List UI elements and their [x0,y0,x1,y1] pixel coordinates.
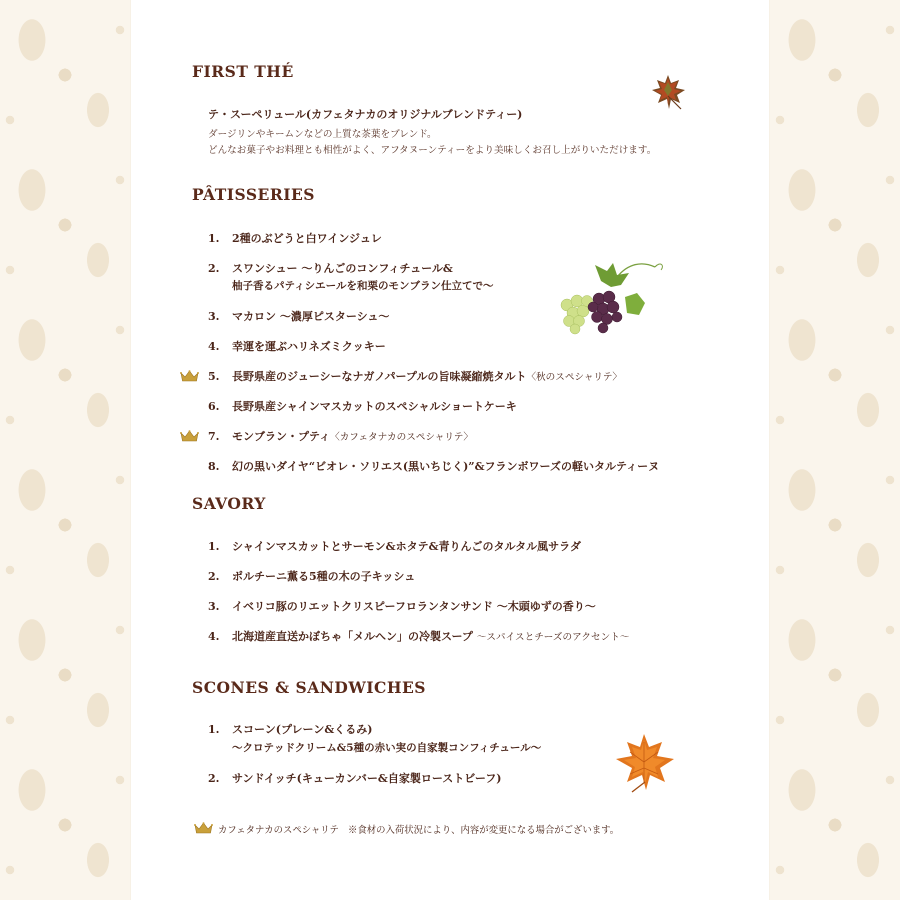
crown-icon [180,430,199,442]
crown-icon [180,370,199,382]
tea-description-line2: どんなお菓子やお料理とも相性がよく、アフタヌーンティーをより美味しくお召し上がりいただけます。 [208,145,657,156]
patisserie-item-6: 6. 長野県産シャインマスカットのスペシャルショートケーキ [208,400,517,413]
section-heading-first-the: FIRST THÉ [192,62,300,81]
patisserie-item-8: 8. 幻の黒いダイヤ“ビオレ・ソリエス(黒いちじく)”&フランボワーズの軽いタルティーヌ [208,460,660,473]
crown-icon [194,822,213,834]
maple-leaf-icon [648,72,688,112]
patisserie-item-4: 4. 幸運を運ぶハリネズミクッキー [208,340,386,353]
patisserie-item-7: 7. モンブラン・プティ〈カフェタナカのスペシャリテ〉 [208,430,473,443]
maple-leaf-icon [610,732,678,794]
footer-notice: ※食材の入荷状況により、内容が変更になる場合がございます。 [348,825,620,836]
damask-pattern-left [0,0,130,900]
patisserie-item-5: 5. 長野県産のジューシーなナガノパープルの旨味凝縮焼タルト〈秋のスペシャリテ〉 [208,370,623,383]
grapes-illustration-icon [555,255,670,340]
savory-item-4: 4. 北海道産直送かぼちゃ「メルヘン」の冷製スープ ～スパイスとチーズのアクセント～ [208,630,630,643]
savory-item-2: 2. ポルチーニ薫る5種の木の子キッシュ [208,570,416,583]
section-heading-patisseries: PÂTISSERIES [192,185,321,204]
patisserie-item-1: 1. 2種のぶどうと白ワインジュレ [208,232,382,245]
section-heading-savory: SAVORY [192,494,272,513]
patisserie-item-2: 2. スワンシュー ～りんごのコンフィチュール& [208,262,453,275]
scones-item-1-line2: ～クロテッドクリーム&5種の赤い実の自家製コンフィチュール～ [232,742,542,754]
patisserie-item-2-line2: 柚子香るパティシエールを和栗のモンブラン仕立てで～ [232,280,494,292]
savory-item-1: 1. シャインマスカットとサーモン&ホタテ&青りんごのタルタル風サラダ [208,540,581,553]
savory-item-3: 3. イベリコ豚のリエットクリスピーフロランタンサンド ～木頭ゆずの香り～ [208,600,596,613]
patisserie-item-3: 3. マカロン ～濃厚ピスターシュ～ [208,310,390,323]
section-heading-scones-sandwiches: SCONES & SANDWICHES [192,678,432,697]
tea-description-line1: ダージリンやキームンなどの上質な茶葉をブレンド。 [208,129,437,140]
footer-legend: カフェタナカのスペシャリテ [218,825,339,836]
scones-item-1: 1. スコーン(プレーン&くるみ) [208,723,373,736]
scones-item-2: 2. サンドイッチ(キューカンバー&自家製ローストビーフ) [208,772,502,785]
tea-name: テ・スーペリュール(カフェタナカのオリジナルブレンドティー) [208,108,523,121]
damask-pattern-right [770,0,900,900]
